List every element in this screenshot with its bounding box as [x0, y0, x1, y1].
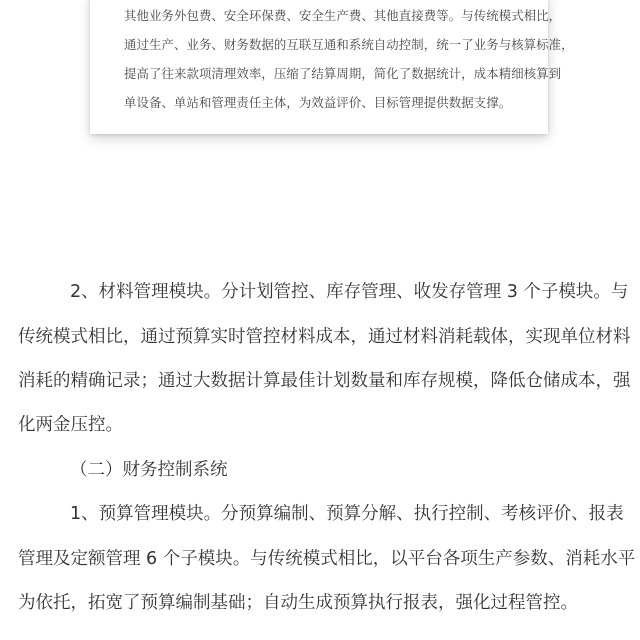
budget-paragraph-line: 管理及定额管理 6 个子模块。与传统模式相比，以平台各项生产参数、消耗水平	[18, 549, 636, 569]
card-text-line: 其他业务外包费、安全环保费、安全生产费、其他直接费等。与传统模式相比，	[124, 8, 562, 23]
materials-paragraph-line: 2、材料管理模块。分计划管控、库存管理、收发存管理 3 个子模块。与	[70, 282, 629, 302]
card-text-line: 提高了往来款项清理效率，压缩了结算周期，简化了数据统计，成本精细核算到	[124, 66, 562, 81]
quoted-image-card	[90, 0, 574, 134]
section-heading-finance: （二）财务控制系统	[70, 460, 228, 480]
budget-paragraph-line: 为依托，拓宽了预算编制基础；自动生成预算执行报表，强化过程管控。	[18, 593, 578, 613]
card-text-line: 通过生产、业务、财务数据的互联互通和系统自动控制，统一了业务与核算标准，	[124, 37, 574, 52]
materials-paragraph-line: 化两金压控。	[18, 415, 123, 435]
materials-paragraph-line: 传统模式相比，通过预算实时管控材料成本，通过材料消耗载体，实现单位材料	[18, 327, 631, 347]
materials-paragraph-line: 消耗的精确记录；通过大数据计算最佳计划数量和库存规模，降低仓储成本，强	[18, 371, 631, 391]
card-text-line: 单设备、单站和管理责任主体，为效益评价、目标管理提供数据支撑。	[124, 95, 512, 110]
budget-paragraph-line: 1、预算管理模块。分预算编制、预算分解、执行控制、考核评价、报表	[70, 504, 624, 524]
